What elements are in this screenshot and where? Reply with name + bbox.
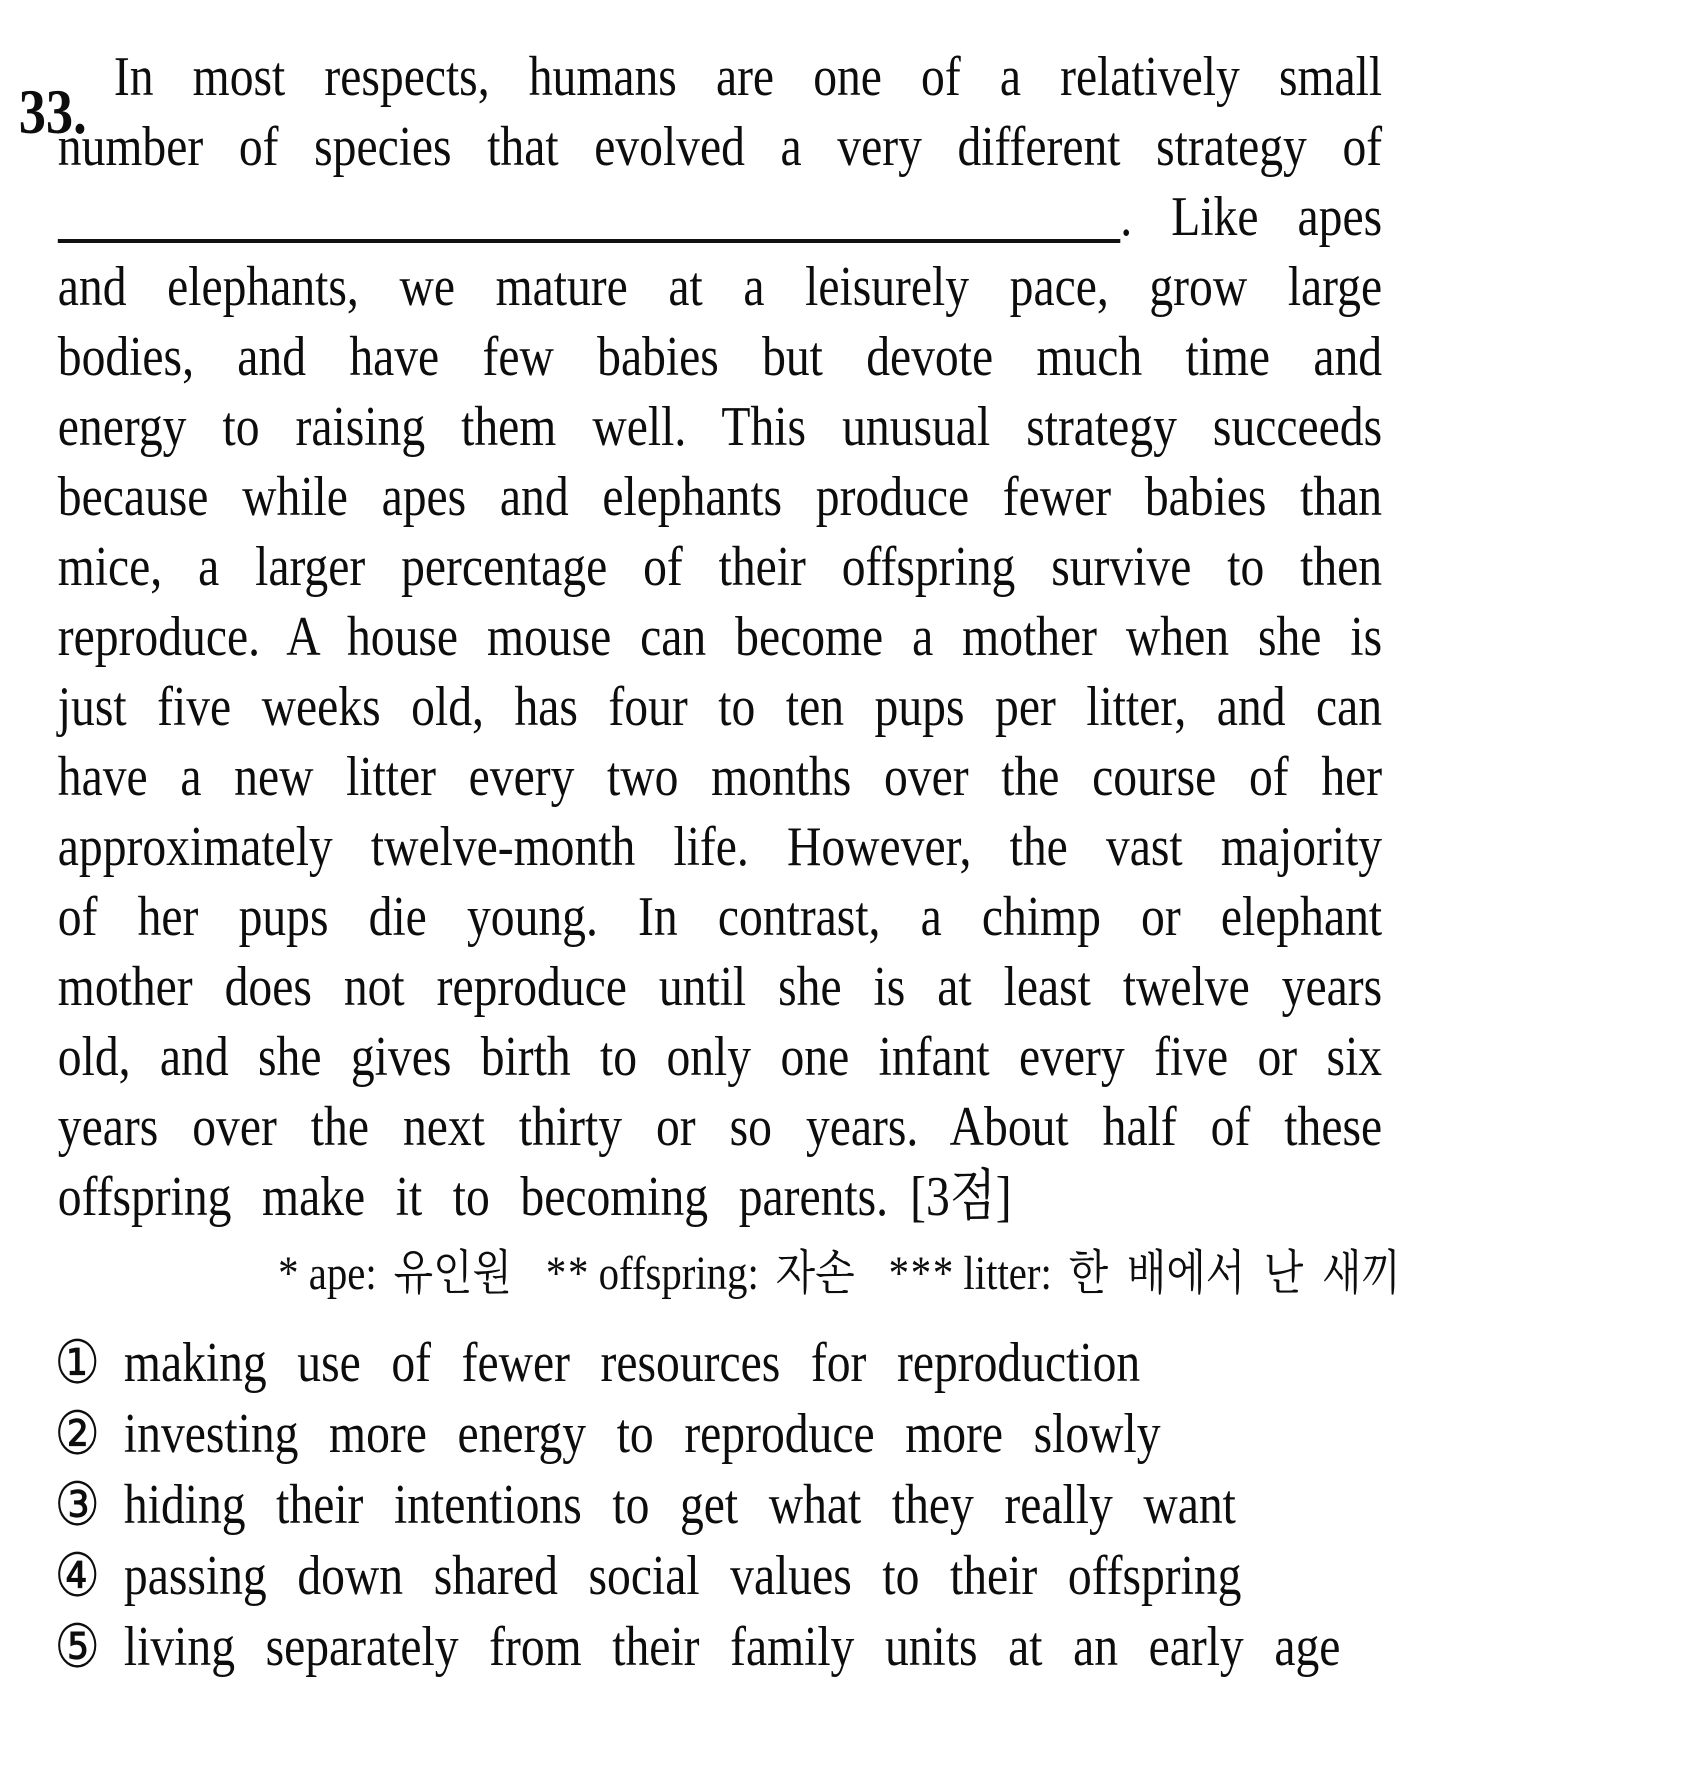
passage-line [58, 112, 1382, 182]
fill-in-blank-underline [58, 239, 1121, 243]
footnote-item [889, 1247, 1401, 1300]
option-4 [54, 1541, 1406, 1612]
footnote-item [278, 1247, 512, 1300]
passage-line-text: years over the next thirty or so years. About half of these [57, 1096, 1383, 1158]
passage-line [58, 532, 1382, 602]
passage-line [58, 882, 1382, 952]
answer-options [54, 1328, 1406, 1683]
option-text: making use of fewer resources for reproduction [123, 1332, 1141, 1394]
asterisk-marker: * [278, 1247, 301, 1300]
passage-line-text: offspring make it to becoming parents. [57, 1166, 889, 1228]
footnote-definition: 한 배에서 난 새끼 [1068, 1247, 1401, 1300]
passage-line [58, 742, 1382, 812]
passage-line [58, 42, 1382, 112]
passage-line-text: reproduce. A house mouse can become a mother when she is [57, 606, 1383, 668]
passage-line-with-blank [58, 182, 1382, 252]
passage-line-text: bodies, and have few babies but devote much time and [57, 326, 1383, 388]
passage-line-text: . Like apes [1120, 186, 1383, 248]
passage-line [58, 952, 1382, 1022]
passage-line [58, 672, 1382, 742]
passage-line [58, 812, 1382, 882]
option-number-icon: ① [54, 1328, 101, 1398]
option-number-icon: ⑤ [54, 1612, 101, 1682]
footnote-term: ape: [308, 1247, 377, 1300]
passage-line [58, 1092, 1382, 1162]
passage-line [58, 322, 1382, 392]
passage-line [58, 462, 1382, 532]
passage-line-text: just five weeks old, has four to ten pups per litter, and can [57, 676, 1383, 738]
passage-line-text: number of species that evolved a very different strategy of [57, 116, 1383, 178]
passage-line [58, 602, 1382, 672]
question-number: 33. [18, 76, 87, 147]
passage-line-text: because while apes and elephants produce fewer babies than [57, 466, 1383, 528]
asterisk-marker: ** [545, 1247, 591, 1300]
passage-line-text: In most respects, humans are one of a relatively small [113, 46, 1383, 108]
exam-question-sheet [0, 42, 1685, 1683]
passage [58, 42, 1382, 1232]
passage-line-text: approximately twelve-month life. However, the vast majority [57, 816, 1383, 878]
passage-line-text: and elephants, we mature at a leisurely pace, grow large [57, 256, 1383, 318]
footnote-definition: 자손 [775, 1247, 855, 1300]
footnote-item [546, 1247, 855, 1300]
passage-line [58, 1162, 1382, 1232]
passage-line [58, 252, 1382, 322]
option-number-icon: ④ [54, 1541, 101, 1611]
option-5 [54, 1612, 1406, 1683]
passage-line-text: of her pups die young. In contrast, a chimp or elephant [57, 886, 1383, 948]
passage-line-text: old, and she gives birth to only one infant every five or six [57, 1026, 1383, 1088]
footnote-term: litter: [963, 1247, 1052, 1300]
option-number-icon: ② [54, 1399, 101, 1469]
option-text: hiding their intentions to get what they really want [123, 1474, 1236, 1536]
passage-line-text: have a new litter every two months over the course of her [57, 746, 1383, 808]
option-text: passing down shared social values to their offspring [123, 1545, 1242, 1607]
vocabulary-footnote [58, 1246, 1401, 1302]
passage-line-text: energy to raising them well. This unusual strategy succeeds [57, 396, 1383, 458]
passage-line [58, 1022, 1382, 1092]
option-1 [54, 1328, 1406, 1399]
option-3 [54, 1470, 1406, 1541]
points-label: [3점] [910, 1166, 1012, 1228]
option-number-icon: ③ [54, 1470, 101, 1540]
passage-line-text: mother does not reproduce until she is at least twelve years [57, 956, 1383, 1018]
passage-line-text: mice, a larger percentage of their offspring survive to then [57, 536, 1383, 598]
option-text: living separately from their family units at an early age [123, 1616, 1341, 1678]
option-2 [54, 1399, 1406, 1470]
footnote-term: offspring: [598, 1247, 759, 1300]
passage-line [58, 392, 1382, 462]
option-text: investing more energy to reproduce more slowly [123, 1403, 1161, 1465]
footnote-definition: 유인원 [393, 1247, 512, 1300]
asterisk-marker: *** [888, 1247, 955, 1300]
